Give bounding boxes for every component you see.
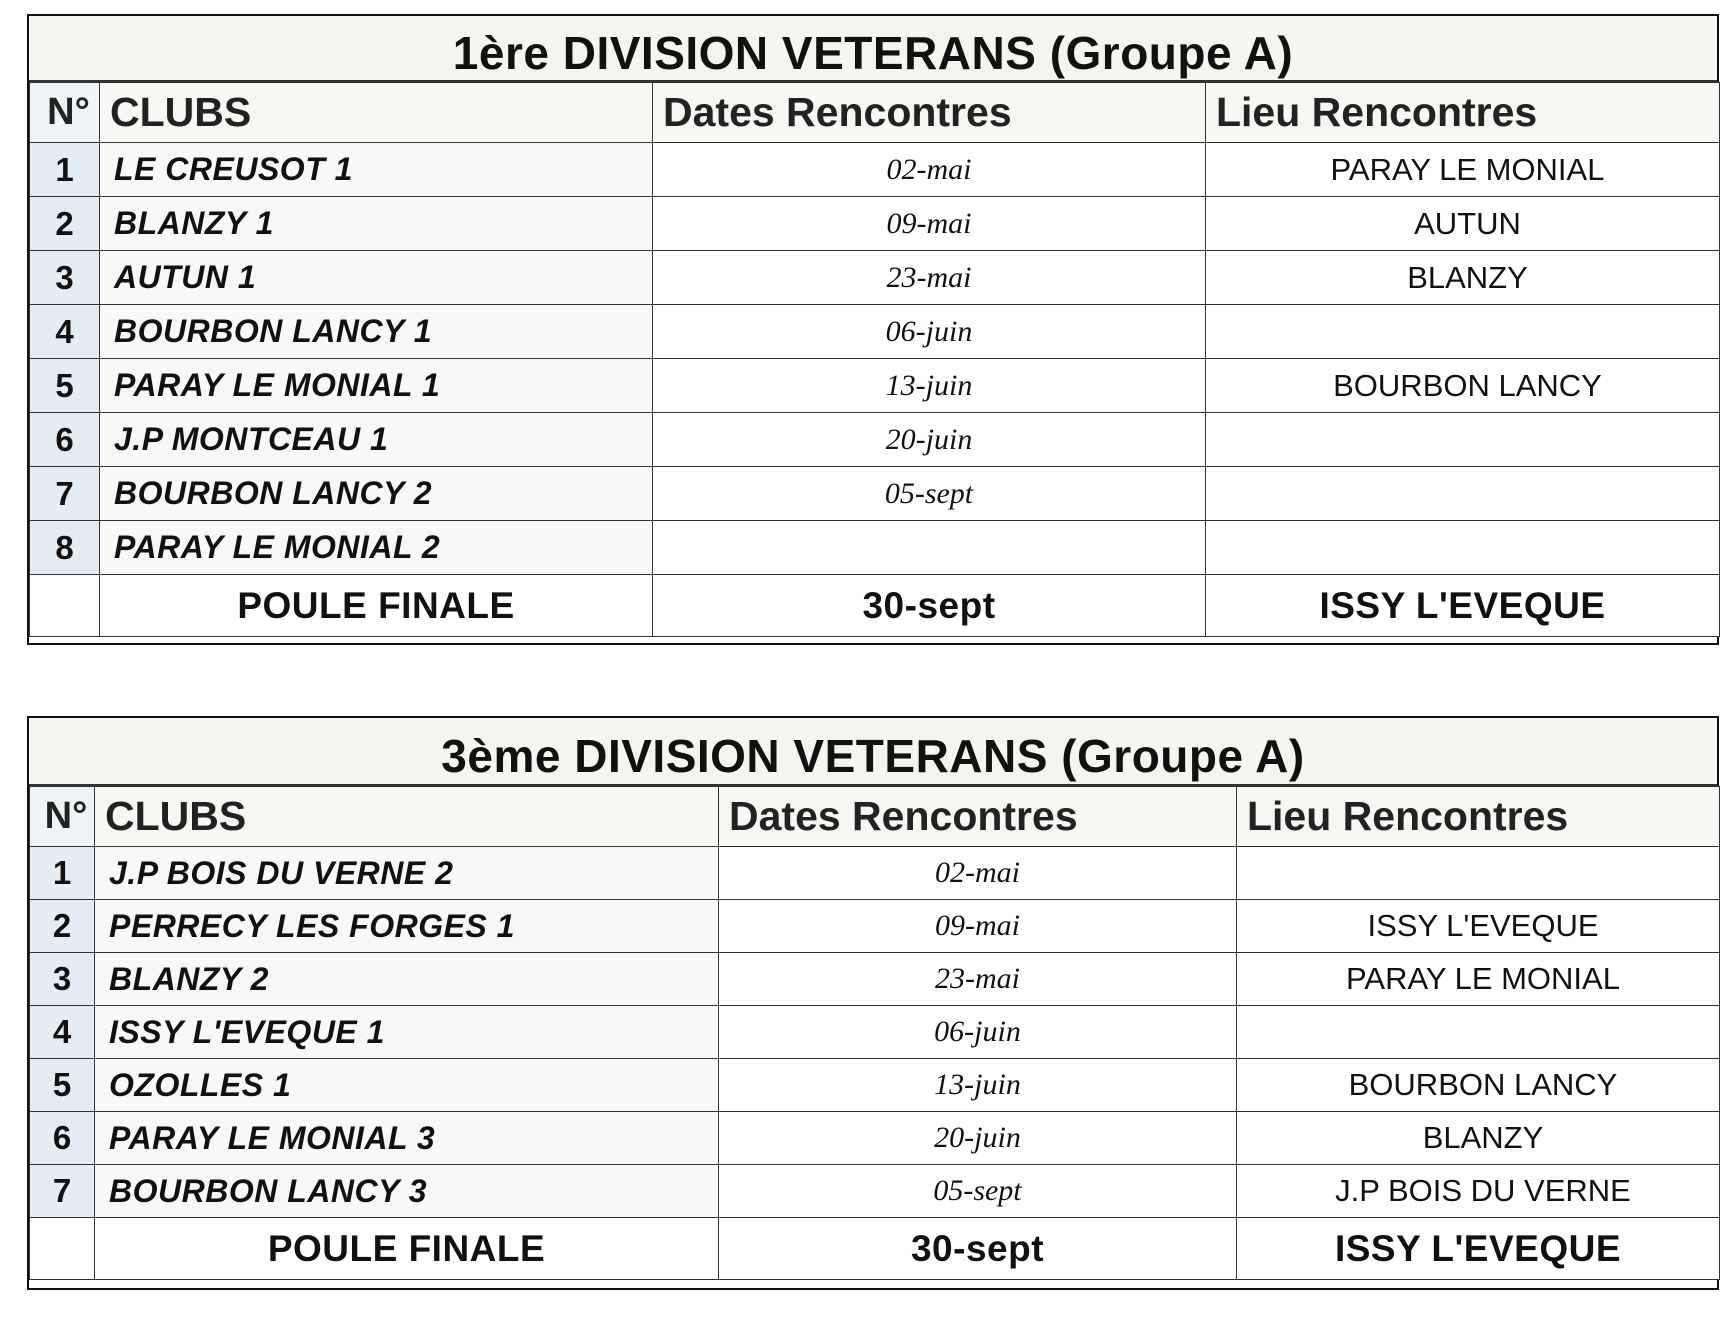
table-row [30, 197, 1720, 251]
row-number: 2 [30, 197, 100, 251]
header-row [30, 83, 1720, 143]
header-num: N° [30, 787, 95, 847]
club-name: AUTUN 1 [100, 251, 653, 305]
club-name: BOURBON LANCY 1 [100, 305, 653, 359]
final-pool-row [30, 575, 1720, 637]
match-location: AUTUN [1206, 197, 1720, 251]
match-date: 09-mai [653, 197, 1206, 251]
match-location [1237, 1006, 1720, 1059]
club-name: LE CREUSOT 1 [100, 143, 653, 197]
row-number: 5 [30, 1059, 95, 1112]
club-name: BOURBON LANCY 3 [95, 1165, 719, 1218]
row-number: 4 [30, 1006, 95, 1059]
final-pool-label: POULE FINALE [95, 1218, 719, 1280]
match-location: BLANZY [1237, 1112, 1720, 1165]
header-num: N° [30, 83, 100, 143]
club-name: BOURBON LANCY 2 [100, 467, 653, 521]
match-location: BOURBON LANCY [1237, 1059, 1720, 1112]
table-row [30, 413, 1720, 467]
match-location [1206, 305, 1720, 359]
schedule-grid [29, 786, 1720, 1280]
match-date: 09-mai [719, 900, 1237, 953]
club-name: OZOLLES 1 [95, 1059, 719, 1112]
match-date [653, 521, 1206, 575]
row-number: 6 [30, 1112, 95, 1165]
table-title: 3ème DIVISION VETERANS (Groupe A) [29, 718, 1717, 786]
club-name: BLANZY 1 [100, 197, 653, 251]
match-location: BOURBON LANCY [1206, 359, 1720, 413]
match-location [1206, 467, 1720, 521]
match-location: J.P BOIS DU VERNE [1237, 1165, 1720, 1218]
row-number: 5 [30, 359, 100, 413]
row-number: 3 [30, 953, 95, 1006]
row-number: 6 [30, 413, 100, 467]
header-clubs: CLUBS [100, 83, 653, 143]
row-number: 1 [30, 847, 95, 900]
row-number: 8 [30, 521, 100, 575]
schedule-grid [29, 82, 1720, 637]
row-number: 2 [30, 900, 95, 953]
table-row [30, 521, 1720, 575]
match-location [1206, 413, 1720, 467]
header-lieu: Lieu Rencontres [1206, 83, 1720, 143]
match-date: 23-mai [653, 251, 1206, 305]
club-name: PERRECY LES FORGES 1 [95, 900, 719, 953]
match-date: 06-juin [719, 1006, 1237, 1059]
final-pool-date: 30-sept [719, 1218, 1237, 1280]
table-row [30, 847, 1720, 900]
empty-cell [30, 1218, 95, 1280]
match-date: 05-sept [719, 1165, 1237, 1218]
header-lieu: Lieu Rencontres [1237, 787, 1720, 847]
table-row [30, 305, 1720, 359]
table-row [30, 953, 1720, 1006]
club-name: J.P BOIS DU VERNE 2 [95, 847, 719, 900]
header-dates: Dates Rencontres [719, 787, 1237, 847]
row-number: 1 [30, 143, 100, 197]
club-name: PARAY LE MONIAL 1 [100, 359, 653, 413]
table-row [30, 251, 1720, 305]
match-location: BLANZY [1206, 251, 1720, 305]
table-row [30, 1165, 1720, 1218]
match-location: ISSY L'EVEQUE [1237, 900, 1720, 953]
table-title: 1ère DIVISION VETERANS (Groupe A) [29, 16, 1717, 82]
final-pool-label: POULE FINALE [100, 575, 653, 637]
header-clubs: CLUBS [95, 787, 719, 847]
header-dates: Dates Rencontres [653, 83, 1206, 143]
match-date: 02-mai [719, 847, 1237, 900]
match-location: PARAY LE MONIAL [1237, 953, 1720, 1006]
table-row [30, 1059, 1720, 1112]
club-name: PARAY LE MONIAL 3 [95, 1112, 719, 1165]
match-date: 13-juin [719, 1059, 1237, 1112]
match-date: 13-juin [653, 359, 1206, 413]
match-date: 06-juin [653, 305, 1206, 359]
row-number: 7 [30, 467, 100, 521]
table-row [30, 1006, 1720, 1059]
table-row [30, 1112, 1720, 1165]
table-row [30, 359, 1720, 413]
club-name: ISSY L'EVEQUE 1 [95, 1006, 719, 1059]
table-row [30, 900, 1720, 953]
final-pool-date: 30-sept [653, 575, 1206, 637]
row-number: 3 [30, 251, 100, 305]
match-date: 20-juin [653, 413, 1206, 467]
division-1-schedule-table [27, 14, 1719, 645]
match-location: PARAY LE MONIAL [1206, 143, 1720, 197]
match-date: 05-sept [653, 467, 1206, 521]
row-number: 4 [30, 305, 100, 359]
club-name: J.P MONTCEAU 1 [100, 413, 653, 467]
final-pool-location: ISSY L'EVEQUE [1237, 1218, 1720, 1280]
match-date: 02-mai [653, 143, 1206, 197]
empty-cell [30, 575, 100, 637]
final-pool-row [30, 1218, 1720, 1280]
club-name: PARAY LE MONIAL 2 [100, 521, 653, 575]
match-location [1206, 521, 1720, 575]
match-location [1237, 847, 1720, 900]
header-row [30, 787, 1720, 847]
match-date: 20-juin [719, 1112, 1237, 1165]
division-3-schedule-table [27, 716, 1719, 1290]
table-row [30, 143, 1720, 197]
final-pool-location: ISSY L'EVEQUE [1206, 575, 1720, 637]
row-number: 7 [30, 1165, 95, 1218]
club-name: BLANZY 2 [95, 953, 719, 1006]
table-row [30, 467, 1720, 521]
match-date: 23-mai [719, 953, 1237, 1006]
